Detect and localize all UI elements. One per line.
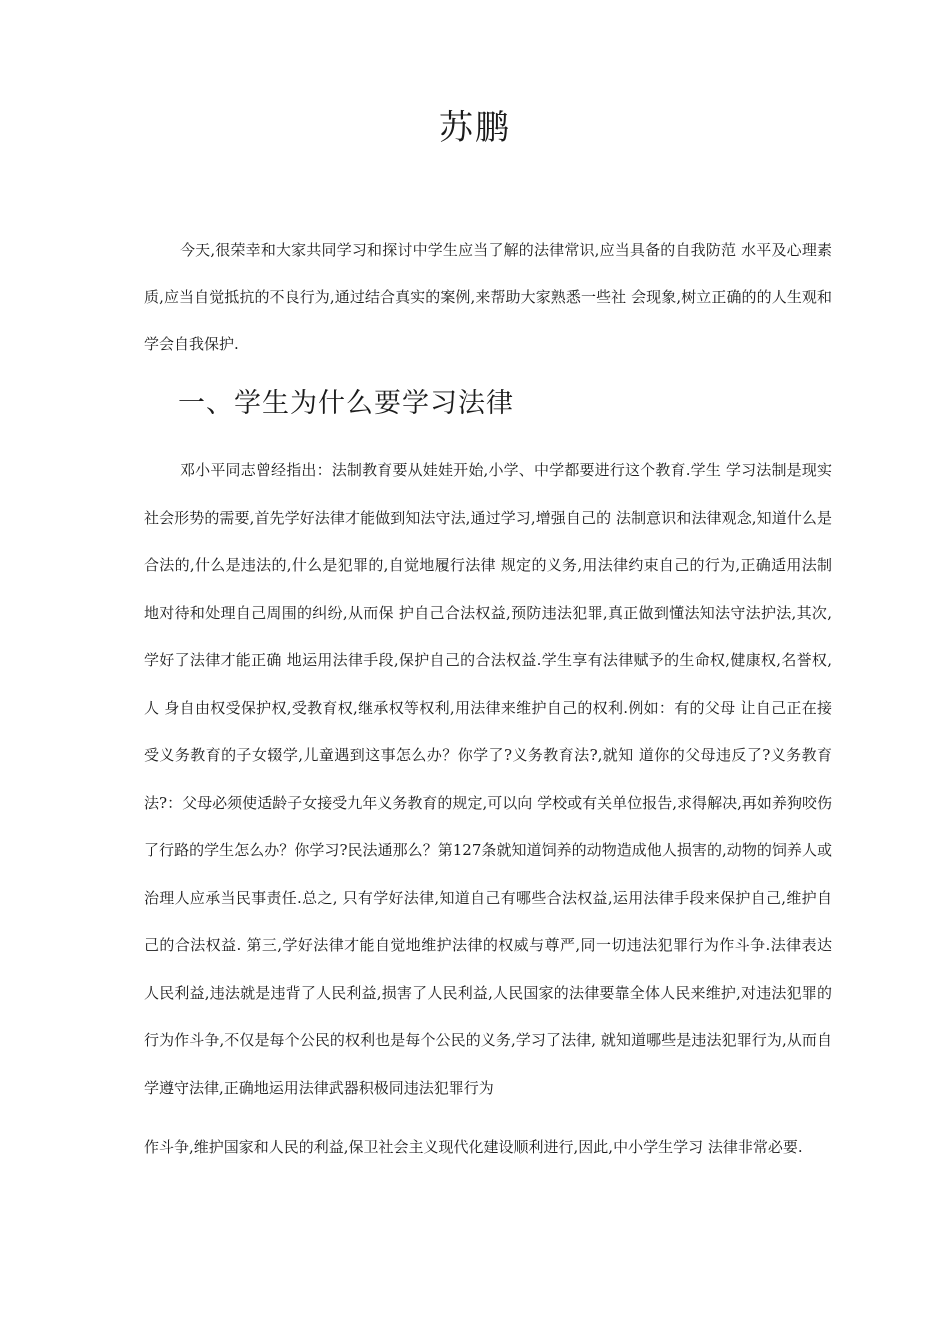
intro-paragraph: 今天,很荣幸和大家共同学习和探讨中学生应当了解的法律常识,应当具备的自我防范 水平及心理素质,应当自觉抵抗的不良行为,通过结合真实的案例,来帮助大家熟悉一些社 会现象,树立正确的的人生观和学会自我保护. (144, 241, 832, 353)
section-heading: 一、学生为什么要学习法律 (178, 388, 514, 419)
document-title: 苏鹏 (439, 108, 511, 148)
section-continuation-paragraph: 作斗争,维护国家和人民的利益,保卫社会主义现代化建设顺利进行,因此,中小学生学习 法律非常必要. (144, 1138, 803, 1156)
section-body-paragraph: 邓小平同志曾经指出：法制教育要从娃娃开始,小学、中学都要进行这个教育.学生 学习法制是现实社会形势的需要,首先学好法律才能做到知法守法,通过学习,增强自己的 法制意识和法律观念,知道什么是合法的,什么是违法的,什么是犯罪的,自觉地履行法律 规定的义务,用法律约束自己的行为,正确适用法制地对待和处理自己周围的纠纷,从而保 护自己合法权益,预防违法犯罪,真正做到懂法知法守法护法,其次,学好了法律才能正确 地运用法律手段,保护自己的合法权益.学生享有法律赋予的生命权,健康权,名誉权,人 身自由权受保护权,受教育权,继承权等权利,用法律来维护自己的权利.例如：有的父母 让自己正在接受义务教育的子女辍学,儿童遇到这事怎么办？你学了?义务教育法?,就知 道你的父母违反了?义务教育法?：父母必须使适龄子女接受九年义务教育的规定,可以向 学校或有关单位报告,求得解决,再如养狗咬伤了行路的学生怎么办？你学习?民法通那么？第127条就知道饲养的动物造成他人损害的,动物的饲养人或治理人应承当民事责任.总之, 只有学好法律,知道自己有哪些合法权益,运用法律手段来保护自己,维护自己的合法权益. 第三,学好法律才能自觉地维护法律的权威与尊严,同一切违法犯罪行为作斗争.法律表达 人民利益,违法就是违背了人民利益,损害了人民利益,人民国家的法律要靠全体人民来维护,对违法犯罪的行为作斗争,不仅是每个公民的权利也是每个公民的义务,学习了法律, 就知道哪些是违法犯罪行为,从而自学遵守法律,正确地运用法律武器积极同违法犯罪行为 (144, 461, 832, 1097)
